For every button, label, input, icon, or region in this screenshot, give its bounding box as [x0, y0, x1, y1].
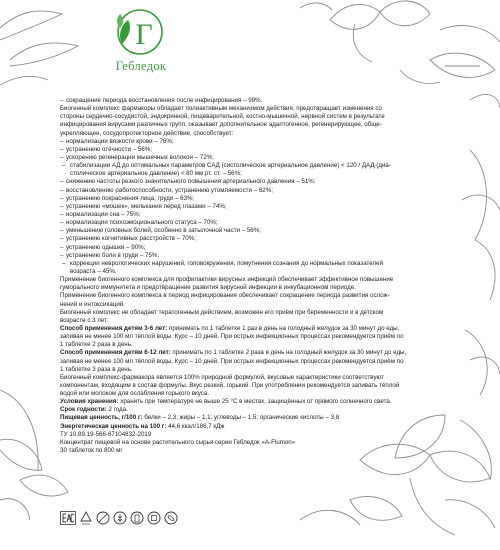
gluten-free-icon [113, 511, 127, 525]
text-line: Биогенный комплекс-фармакора является 100% природной формулой, вкусовые характеристики соответствуют [60, 373, 384, 381]
text-line: запивая не менее 100 мл тёплой воды. Курс – 10 дней. При острых инфекционных процессах рекомендуется приём по [60, 357, 404, 365]
nutrition-heading: Пищевая ценность, г/100 г: [60, 414, 143, 422]
list-item: – уменьшению головных болей, особенно в затылочной части – 56%; [60, 227, 452, 235]
list-item-cont: столическое артериальное давление) < 80 мм рт. ст. – 56%; [70, 170, 242, 178]
list-item: – устранению «мошек», мелькания перед глазами – 74%; [60, 203, 452, 211]
text-line: стороны сердечно-сосудистой, эндокринной, пищеварительной, костно-мышечной, нервной систем в результате [60, 113, 385, 121]
list-item: – стабилизации АД до оптимальных параметров САД (систолическое артериальное давление) < 120 / ДАД (диа- [60, 162, 452, 170]
certification-badges [60, 511, 260, 527]
text-line: возрасте с 3 лет. [60, 316, 109, 324]
text-line: гуморального иммунитета и предотвращение развития вирусной инфекции в инкубационном периоде. [60, 284, 356, 292]
list-item: – нормализации сна – 75%; [60, 211, 452, 219]
list-item-cont: возраста – 45%. [70, 267, 117, 275]
storage-heading: Условия хранения: [60, 398, 119, 406]
recycle-pap-icon [79, 511, 93, 525]
eac-mark-icon [60, 511, 76, 525]
lactose-free-icon [130, 511, 144, 525]
list-item: – устранению отёчности – 56%; [60, 146, 452, 154]
dosage-3-6-text: принимать по 1 таблетке 1 раз в день на голодный желудок за 30 минут до еды, [167, 324, 400, 332]
shelf-life-text: 2 года. [106, 406, 128, 414]
list-item: – устранению покраснения лица, груди – 63%; [60, 195, 452, 203]
energy-heading: Энергетическая ценность на 100 г: [60, 422, 167, 430]
energy-text: 44,6 ккал/186,7 кДж [166, 422, 225, 430]
list-item: – устранению одышки – 90%; [60, 244, 452, 252]
dosage-6-12-line [60, 349, 452, 357]
dosage-3-6-line [60, 325, 452, 333]
text-line: инфицирования вирусами различных групп, оказывает дополнительное адаптогенное, регенерирующее, обще- [60, 121, 382, 129]
sugar-free-icon [147, 511, 161, 525]
shelf-life-line [60, 406, 452, 414]
text-line: 1 таблетке 3 раза в день. [60, 365, 133, 373]
text-line: Применение биогенного комплекса в период инфицирования обеспечивает сокращение периода развития ослож- [60, 292, 390, 300]
list-item: – коррекции неврологических нарушений, головокружения, помутнения сознания до нормальных показателей [60, 260, 452, 268]
nutrition-line [60, 414, 452, 422]
package-content: 30 таблеток по 800 мг [60, 447, 123, 455]
leaflet-text [60, 97, 452, 455]
list-item: – снижению частоты резкого значительного повышения артериального давления – 51%; [60, 178, 452, 186]
text-line: водой или молоком для ослабления горького вкуса. [60, 390, 210, 398]
dosage-3-6-heading: Способ применения детям 3-6 лет: [60, 324, 168, 332]
list-item: – восстановлению работоспособности, устранению утомляемости – 62%; [60, 187, 452, 195]
text-line: нений и интоксикаций. [60, 300, 125, 308]
text-line: Применение биогенного комплекса для профилактики вирусных инфекций обеспечивает эффективное повышение [60, 276, 394, 284]
text-line: Биогенный комплекс не обладает тератогенным действием, возможен его приём при беременности и в детском [60, 308, 384, 316]
text-line: укрепляющее, сосудопротекторное действие, способствует: [60, 129, 234, 137]
dosage-6-12-text: принимать по 1 таблетке 2 раза в день на голодный желудок за 30 минут до еды, [170, 349, 407, 357]
gmo-free-icon [96, 511, 110, 525]
list-item: – устранению когнитивных расстройств – 70%; [60, 235, 452, 243]
text-line: Биогенный комплекс фармакоры обладает полиактивным механизмом действия, предотвращает изменения со [60, 105, 382, 113]
storage-line [60, 398, 452, 406]
spec-code: ТУ 10.89.19-566-67104832-2019 [60, 430, 152, 438]
text-line: 1 таблетке 2 раза в день. [60, 341, 133, 349]
text-line: запивая не менее 100 мл тёплой воды. Курс – 10 дней. При острых инфекционных процессах рекомендуется приём по [60, 333, 404, 341]
energy-line [60, 423, 452, 431]
nutrition-text: белки – 2,3; жиры – 1,1; углеводы – 1,5; органические кислоты – 3,8 [142, 414, 340, 422]
storage-text: хранить при температуре не выше 25 °С в местах, защищённых от прямого солнечного света. [118, 398, 392, 406]
shelf-life-heading: Срок годности: [60, 406, 107, 414]
logo-emblem [92, 6, 188, 62]
product-description: Концентрат пищевой на основе растительного сырья серии Гебледок «А-Flumon» [60, 438, 296, 446]
list-item: – нормализации психоэмоционального статуса – 70%; [60, 219, 452, 227]
brand-logo [92, 6, 188, 86]
text-line: компонентам, входящим в состав формулы. Вкус резкий, горький. При употреблении рекомендуется запивать тёплой [60, 381, 400, 389]
brand-name: Гебледок [115, 59, 167, 73]
list-item: – ускорению регенерации мышечных волокон – 72%; [60, 154, 452, 162]
text-line: – сокращение периода восстановления после инфицирования – 99%. [60, 97, 452, 105]
list-item: – устранению боли в груди – 75%; [60, 252, 452, 260]
dosage-6-12-heading: Способ применения детям 6-12 лет: [60, 349, 171, 357]
list-item: – нормализации вязкости крови – 76%; [60, 138, 452, 146]
logo-letter: Г [135, 18, 153, 51]
vegan-icon [164, 511, 178, 525]
